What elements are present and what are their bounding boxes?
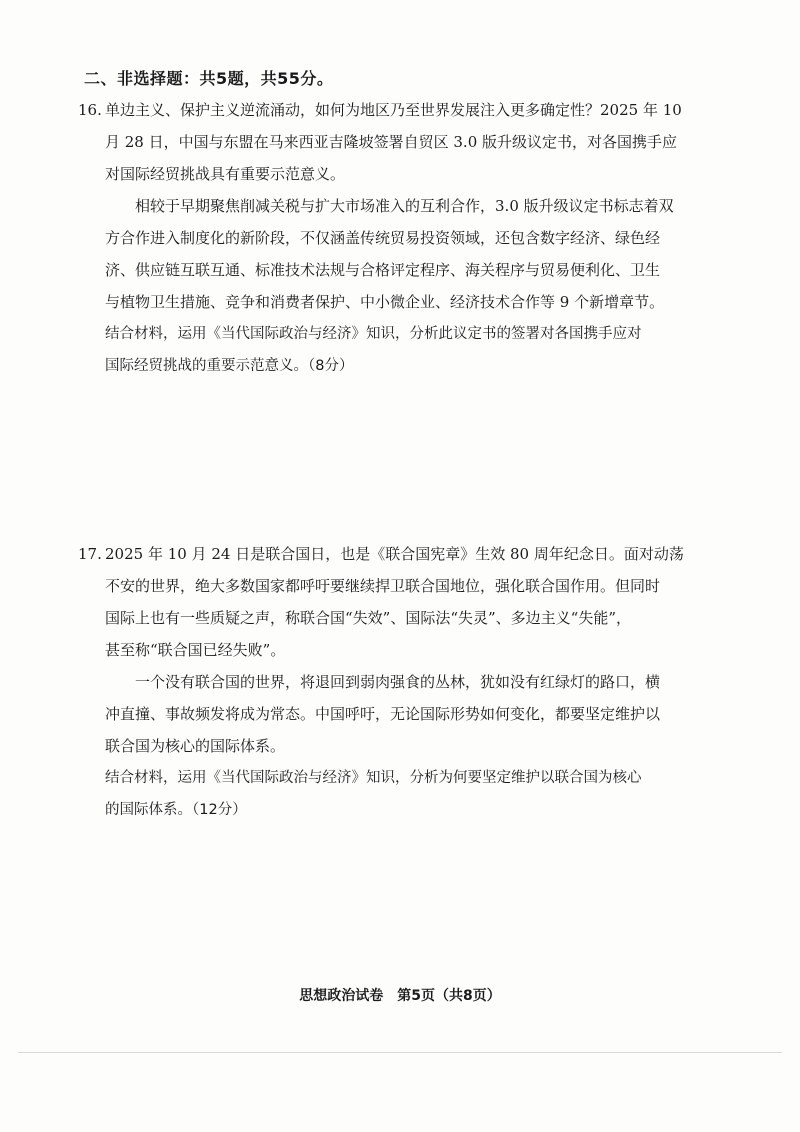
- text-line: 一个没有联合国的世界，将退回到弱肉强食的丛林，犹如没有红绿灯的路口，横: [135, 673, 661, 691]
- text-line: 月 28 日，中国与东盟在马来西亚吉隆坡签署自贸区 3.0 版升级议定书，对各国携手应: [105, 133, 678, 151]
- material-paragraph: [105, 666, 730, 762]
- question-task: [105, 318, 730, 382]
- text-line: 相较于早期聚焦削减关税与扩大市场准入的互利合作，3.0 版升级议定书标志着双: [135, 197, 674, 215]
- text-line: 单边主义、保护主义逆流涌动，如何为地区乃至世界发展注入更多确定性？2025 年 10: [105, 101, 682, 119]
- text-line: 国际经贸挑战的重要示范意义。（8分）: [105, 358, 354, 374]
- text-line: 方合作进入制度化的新阶段，不仅涵盖传统贸易投资领域，还包含数字经济、绿色经: [105, 229, 661, 247]
- text-line: 对国际经贸挑战具有重要示范意义。: [105, 165, 346, 183]
- text-line: 甚至称“联合国已经失败”。: [105, 641, 286, 659]
- text-line: 冲直撞、事故频发将成为常态。中国呼吁，无论国际形势如何变化，都要坚定维护以: [105, 705, 661, 723]
- text-line: 2025 年 10 月 24 日是联合国日，也是《联合国宪章》生效 80 周年纪念日。面对动荡: [105, 545, 684, 563]
- material-paragraph: [105, 190, 730, 318]
- text-line: 结合材料，运用《当代国际政治与经济》知识，分析为何要坚定维护以联合国为核心: [105, 770, 642, 786]
- question-number: 17.: [78, 545, 102, 563]
- question-17: [70, 538, 730, 826]
- text-line: 的国际体系。（12分）: [105, 802, 247, 818]
- question-task: [105, 762, 730, 826]
- page-footer: 思想政治试卷 第5页（共8页）: [299, 988, 501, 1004]
- text-line: 与植物卫生措施、竞争和消费者保护、中小微企业、经济技术合作等 9 个新增章节。: [105, 293, 665, 311]
- scan-artifact-divider: [18, 1052, 782, 1053]
- text-line: 不安的世界，绝大多数国家都呼吁要继续捍卫联合国地位，强化联合国作用。但同时: [105, 577, 661, 595]
- text-line: 国际上也有一些质疑之声，称联合国“失效”、国际法“失灵”、多边主义“失能”，: [105, 609, 632, 627]
- text-line: 结合材料，运用《当代国际政治与经济》知识，分析此议定书的签署对各国携手应对: [105, 326, 642, 342]
- question-number: 16.: [78, 101, 102, 119]
- text-line: 济、供应链互联互通、标准技术法规与合格评定程序、海关程序与贸易便利化、卫生: [105, 261, 661, 279]
- text-line: 联合国为核心的国际体系。: [105, 737, 286, 755]
- question-lead: [105, 538, 730, 666]
- question-lead: [105, 94, 730, 190]
- section-title: 二、非选择题：共5题，共55分。: [84, 69, 334, 88]
- question-16: [70, 94, 730, 382]
